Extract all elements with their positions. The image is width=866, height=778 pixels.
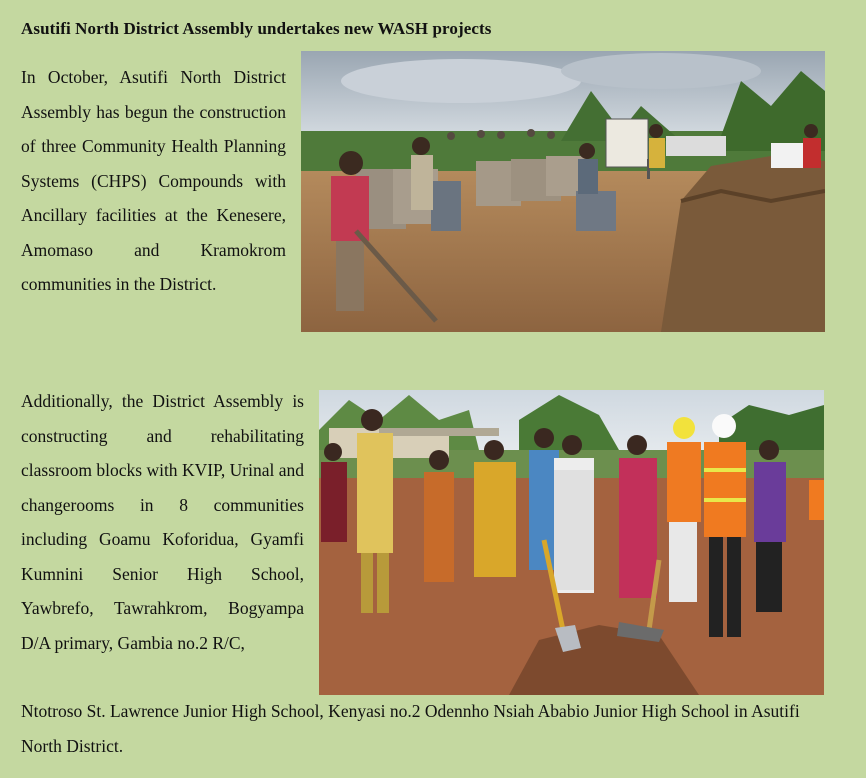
construction-site-photo [301,51,825,332]
paragraph-classroom-blocks-continued: Ntotroso St. Lawrence Junior High School, Kenyasi no.2 Odennho Nsiah Ababio Junior High School in Asutifi North District. [21,701,800,756]
construction-site-illustration [301,51,825,332]
paragraph-chps-construction: In October, Asutifi North District Assembly has begun the construction of three Community Health Planning Systems (CHPS) Compounds with Ancillary facilities at the Kenesere, Amomaso and Kramokrom communities in the District. [21,67,286,294]
article-headline: Asutifi North District Assembly undertakes new WASH projects [21,19,492,38]
sod-cutting-ceremony-photo [319,390,824,695]
paragraph-classroom-blocks: Additionally, the District Assembly is constructing and rehabilitating classroom blocks with KVIP, Urinal and changerooms in 8 communities including Goamu Koforidua, Gyamfi Kumnini Senior High School, Yawbrefo, Tawrahkrom, Bogyampa D/A primary, Gambia no.2 R/C, [21,391,304,653]
sod-cutting-illustration [319,390,824,695]
